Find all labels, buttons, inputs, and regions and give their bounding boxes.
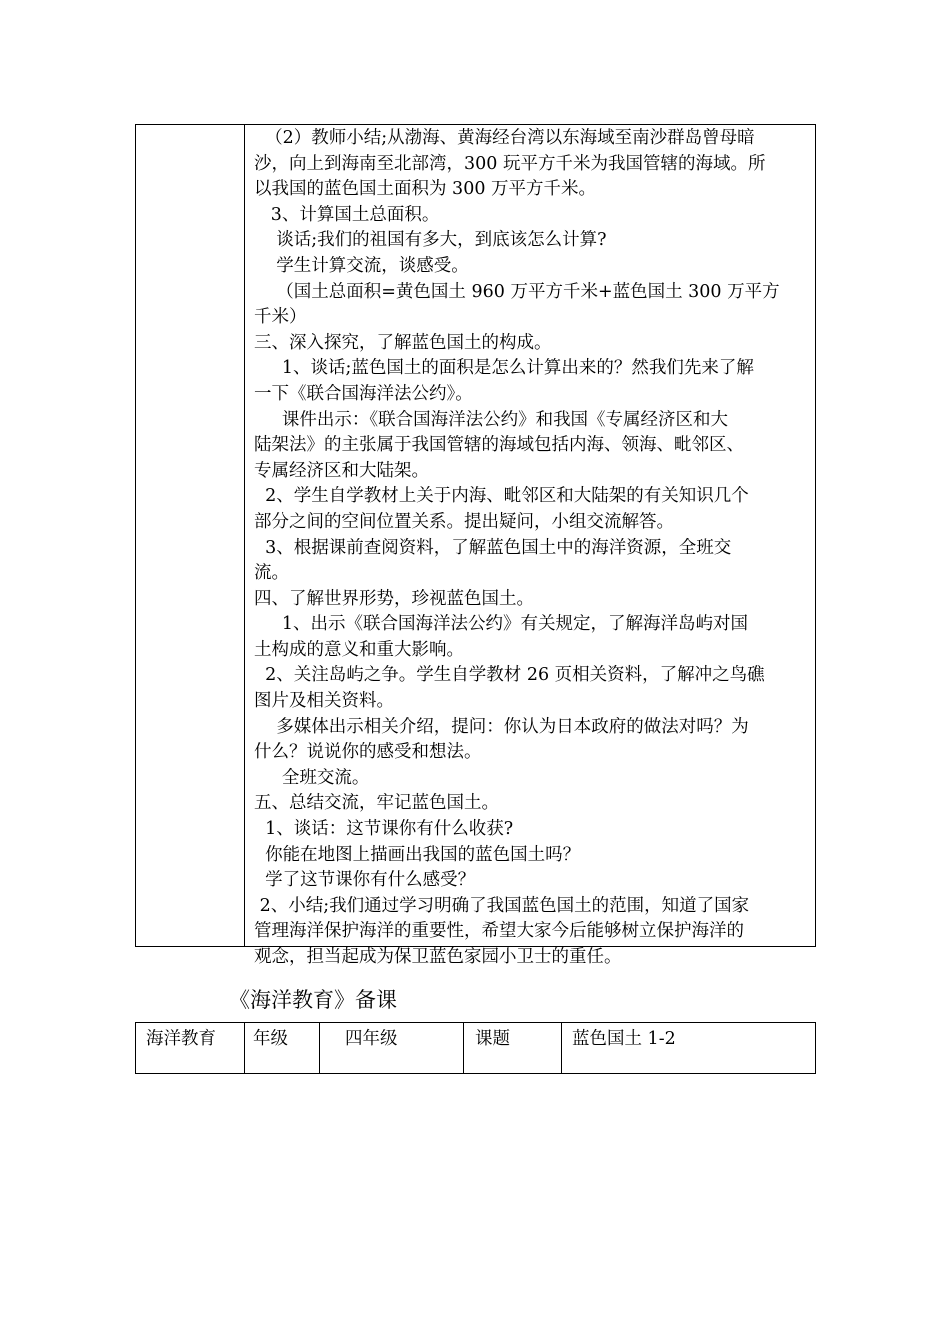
content-line: 学了这节课你有什么感受？ bbox=[254, 870, 476, 891]
content-line: 土构成的意义和重大影响。 bbox=[254, 639, 464, 660]
content-line: 1、出示《联合国海洋法公约》有关规定，了解海洋岛屿对国 bbox=[254, 614, 748, 635]
lesson-content-cell bbox=[245, 125, 815, 967]
grade-label-cell: 年级 bbox=[245, 1023, 320, 1073]
content-line: 以我国的蓝色国土面积为 300 万平方千米。 bbox=[254, 179, 597, 200]
content-line: 观念，担当起成为保卫蓝色家园小卫士的重任。 bbox=[254, 947, 622, 967]
content-line: 三、深入探究，了解蓝色国土的构成。 bbox=[254, 332, 552, 353]
content-line: 1、谈话：这节课你有什么收获? bbox=[254, 819, 514, 840]
topic-label-cell: 课题 bbox=[464, 1023, 562, 1073]
content-line: 2、关注岛屿之争。学生自学教材 26 页相关资料，了解冲之鸟礁 bbox=[254, 665, 765, 686]
content-line: 图片及相关资料。 bbox=[254, 691, 394, 712]
content-line: 一下《联合国海洋法公约》。 bbox=[254, 383, 473, 404]
lesson-content-table bbox=[135, 124, 816, 967]
content-line: 1、谈话;蓝色国土的面积是怎么计算出来的？然我们先来了解 bbox=[254, 358, 754, 379]
content-line: 全班交流。 bbox=[254, 767, 370, 788]
content-line: 沙，向上到海南至北部湾，300 玩平方千米为我国管辖的海域。所 bbox=[254, 153, 766, 174]
content-line: 多媒体出示相关介绍，提问：你认为日本政府的做法对吗？为 bbox=[254, 716, 749, 737]
content-line: 四、了解世界形势，珍视蓝色国土。 bbox=[254, 588, 534, 609]
topic-value-cell: 蓝色国土 1-2 bbox=[572, 1029, 676, 1049]
grade-value-cell: 四年级 bbox=[320, 1023, 464, 1073]
content-line: 陆架法》的主张属于我国管辖的海域包括内海、领海、毗邻区、 bbox=[254, 435, 744, 456]
content-line: （2）教师小结;从渤海、黄海经台湾以东海域至南沙群岛曾母暗 bbox=[254, 128, 755, 148]
content-line: 部分之间的空间位置关系。提出疑问，小组交流解答。 bbox=[254, 511, 674, 532]
content-line: 你能在地图上描画出我国的蓝色国土吗？ bbox=[254, 844, 581, 865]
content-line: 谈话;我们的祖国有多大，到底该怎么计算? bbox=[254, 230, 607, 251]
content-line: 流。 bbox=[254, 563, 289, 584]
section-title: 《海洋教育》备课 bbox=[229, 988, 397, 1012]
content-line: 2、学生自学教材上关于内海、毗邻区和大陆架的有关知识几个 bbox=[254, 486, 749, 507]
content-line: 3、计算国土总面积。 bbox=[254, 204, 440, 225]
content-line: （国土总面积=黄色国土 960 万平方千米+蓝色国土 300 万平方 bbox=[254, 281, 780, 302]
lesson-header-table bbox=[135, 1022, 816, 1074]
content-line: 3、根据课前查阅资料，了解蓝色国土中的海洋资源，全班交 bbox=[254, 537, 732, 558]
content-line: 管理海洋保护海洋的重要性，希望大家今后能够树立保护海洋的 bbox=[254, 921, 744, 942]
subject-cell: 海洋教育 bbox=[136, 1023, 245, 1073]
content-line: 课件出示：《联合国海洋法公约》和我国《专属经济区和大 bbox=[254, 409, 729, 430]
content-line: 学生计算交流，谈感受。 bbox=[254, 255, 469, 276]
content-line: 2、小结;我们通过学习明确了我国蓝色国土的范围，知道了国家 bbox=[254, 895, 750, 916]
content-line: 五、总结交流，牢记蓝色国土。 bbox=[254, 793, 499, 814]
lesson-left-column bbox=[136, 125, 245, 946]
content-line: 千米） bbox=[254, 307, 307, 328]
content-line: 专属经济区和大陆架。 bbox=[254, 460, 429, 481]
content-line: 什么？说说你的感受和想法。 bbox=[254, 742, 482, 763]
